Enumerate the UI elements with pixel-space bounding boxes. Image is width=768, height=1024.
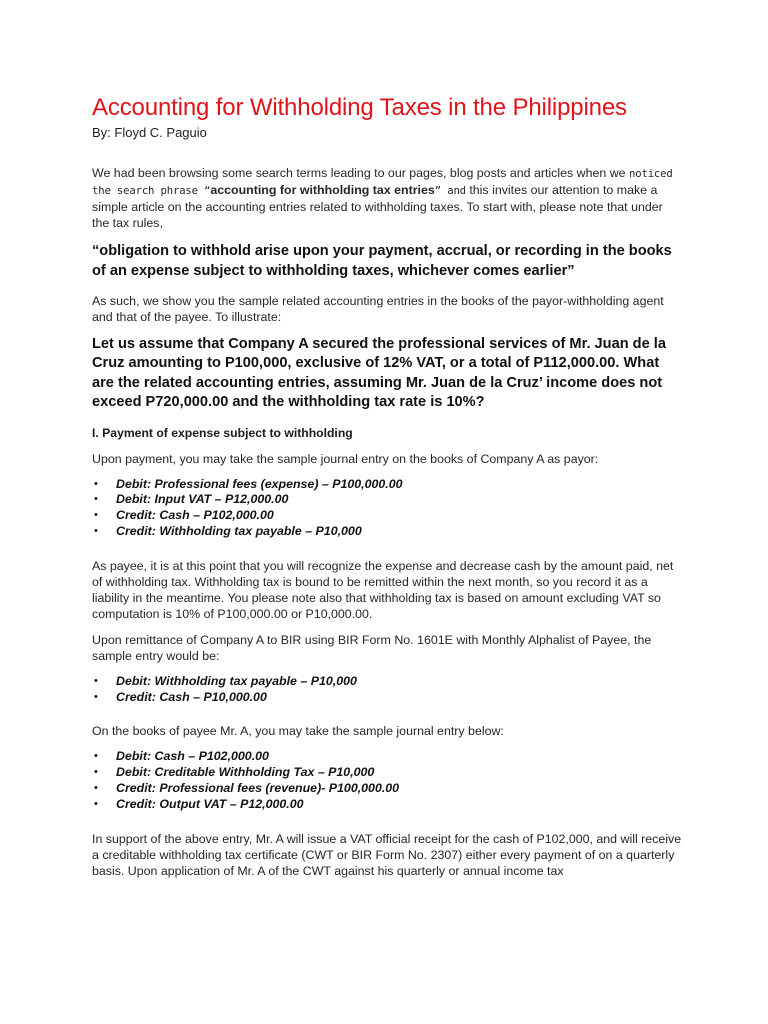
entry-amount: P12,000.00 — [225, 492, 289, 507]
bullet-icon: • — [94, 750, 98, 763]
entry-amount: P10,000.00 — [203, 689, 267, 704]
bullet-icon: • — [94, 674, 98, 687]
payee-journal-entries — [92, 749, 682, 812]
author-byline: By: Floyd C. Paguio — [92, 125, 207, 140]
bullet-icon: • — [94, 766, 98, 779]
scenario-paragraph: Let us assume that Company A secured the professional services of Mr. Juan de la Cruz amounting to P100,000, exclusive of 12% VAT, or a total of P112,000.00. What are the related accounting entries, assuming Mr. Juan de la Cruz’ income does not exceed P720,000.00 and the withholding tax rate is 10%? — [92, 336, 666, 411]
journal-entry-item — [92, 765, 682, 781]
entry-separator: – — [184, 749, 199, 764]
journal-entry-item — [92, 797, 682, 813]
closing-paragraph: In support of the above entry, Mr. A will issue a VAT official receipt for the cash of P102,000, and will receive a creditable withholding tax certificate (CWT or BIR Form No. 2307) either every payment of on a quarterly basis. Upon application of Mr. A of the CWT against his quarterly or annual income tax — [92, 831, 682, 878]
entry-amount: P102,000.00 — [198, 749, 269, 764]
entry-amount: P100,000.00 — [328, 781, 400, 795]
payee-intro-paragraph: On the books of payee Mr. A, you may take the sample journal entry below: — [92, 724, 504, 739]
entry-separator: – — [314, 765, 329, 780]
entry-label: Credit: Cash — [116, 689, 190, 704]
intro-text-1: We had been browsing some search terms leading to our pages, blog posts and articles when we — [92, 166, 630, 180]
article-title: Accounting for Withholding Taxes in the Philippines — [92, 94, 627, 121]
entry-separator: – — [318, 476, 333, 491]
journal-entry-item — [92, 477, 682, 493]
entry-amount: P102,000.00 — [203, 508, 274, 523]
journal-entry-item — [92, 508, 682, 524]
entry-separator: – — [211, 492, 225, 507]
entry-label: Debit: Cash — [116, 749, 185, 764]
entry-amount: P10,000 — [328, 765, 375, 780]
bullet-icon: • — [94, 525, 98, 538]
payee-note-paragraph: As payee, it is at this point that you will recognize the expense and decrease cash by the amount paid, net of withholding tax. Withholding tax is bound to be remitted within the next month, so you record it as a liability in the meantime. You please note also that withholding tax is based on amount excluding VAT so computation is 10% of P100,000.00 or P10,000.00. — [92, 558, 674, 621]
entry-label: Credit: Output VAT — [116, 796, 227, 811]
bullet-icon: • — [94, 509, 98, 522]
entry-separator: - — [321, 781, 329, 795]
journal-entry-item — [92, 524, 682, 540]
remittance-journal-entries — [92, 674, 682, 706]
entry-separator: – — [189, 508, 204, 523]
intro-text-2: this invites our attention to make a simple article on the accounting entries related to withholding taxes. To start with, please note that under the tax rules, — [92, 183, 663, 230]
journal-entry-item — [92, 674, 682, 690]
entry-separator: – — [226, 796, 241, 811]
entry-label: Credit: Withholding tax payable — [116, 524, 302, 539]
bullet-icon: • — [94, 493, 98, 506]
journal-entry-item — [92, 749, 682, 765]
entry-amount: P10,000 — [310, 673, 357, 688]
payor-intro-paragraph: Upon payment, you may take the sample journal entry on the books of Company A as payor: — [92, 451, 599, 466]
remittance-intro-paragraph: Upon remittance of Company A to BIR using BIR Form No. 1601E with Monthly Alphalist of Payee, the sample entry would be: — [92, 632, 652, 663]
entry-separator: – — [301, 524, 316, 539]
intro-mono-text: noticed the search phrase “ — [92, 168, 673, 197]
payor-journal-entries — [92, 477, 682, 540]
entry-amount: P100,000.00 — [332, 476, 403, 491]
bullet-icon: • — [94, 797, 98, 810]
bullet-icon: • — [94, 782, 98, 794]
entry-separator: – — [296, 673, 311, 688]
search-phrase-emphasis: accounting for withholding tax entries — [210, 183, 435, 197]
entry-label: Credit: Cash — [116, 508, 190, 523]
entry-amount: P12,000.00 — [240, 796, 304, 811]
entry-label: Debit: Creditable Withholding Tax — [116, 765, 315, 780]
tax-rule-quote: “obligation to withhold arise upon your payment, accrual, or recording in the books of an expense subject to withholding taxes, whichever comes earlier” — [92, 243, 672, 279]
entry-separator: – — [189, 689, 204, 704]
journal-entry-item — [92, 781, 682, 797]
bullet-icon: • — [94, 690, 98, 703]
entry-label: Credit: Professional fees (revenue) — [116, 781, 322, 795]
entry-label: Debit: Input VAT — [116, 492, 212, 507]
journal-entry-item — [92, 492, 682, 508]
intro-mono-text-after: ” and — [434, 185, 466, 197]
journal-entry-item — [92, 690, 682, 706]
bullet-icon: • — [94, 477, 98, 490]
article-body — [92, 92, 682, 889]
intro-paragraph — [92, 165, 682, 231]
entry-amount: P10,000 — [315, 524, 362, 539]
entry-label: Debit: Withholding tax payable — [116, 673, 297, 688]
transition-paragraph: As such, we show you the sample related accounting entries in the books of the payor-withholding agent and that of the payee. To illustrate: — [92, 294, 664, 324]
entry-label: Debit: Professional fees (expense) — [116, 476, 319, 491]
section-heading-payment: I. Payment of expense subject to withholding — [92, 425, 353, 440]
